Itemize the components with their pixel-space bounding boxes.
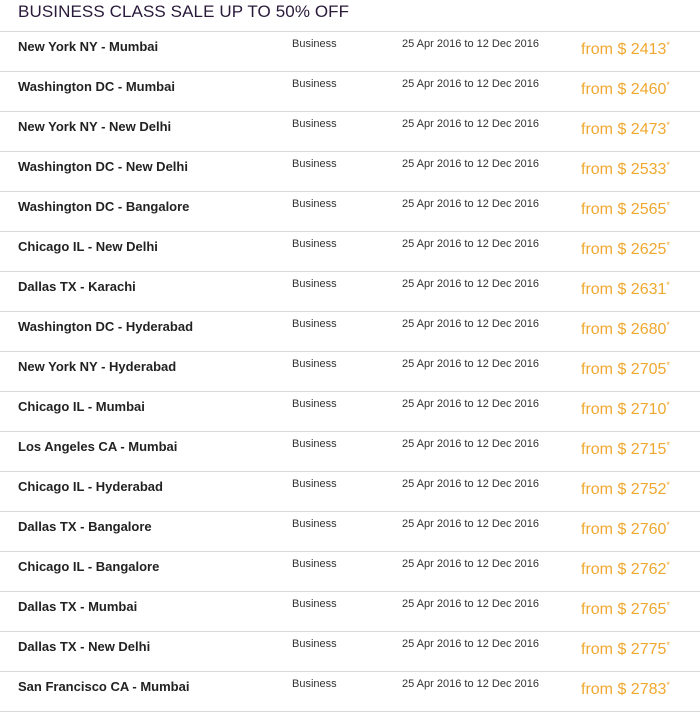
route-link[interactable]: Dallas TX - Karachi <box>18 279 136 294</box>
fare-price[interactable] <box>581 81 670 99</box>
price-footnote-mark: * <box>666 80 670 90</box>
fare-row[interactable] <box>0 112 700 152</box>
route-link[interactable]: Los Angeles CA - Mumbai <box>18 439 178 454</box>
cabin-class: Business <box>292 198 337 210</box>
fare-price-text: from $ 2625 <box>581 241 667 258</box>
fare-row[interactable] <box>0 592 700 632</box>
price-footnote-mark: * <box>666 320 670 330</box>
fare-row[interactable] <box>0 192 700 232</box>
route-link[interactable]: Washington DC - Bangalore <box>18 199 190 214</box>
fare-list <box>0 31 700 712</box>
cabin-class: Business <box>292 238 337 250</box>
fare-price-text: from $ 2460 <box>581 81 667 98</box>
price-footnote-mark: * <box>666 400 670 410</box>
travel-dates: 25 Apr 2016 to 12 Dec 2016 <box>402 598 539 610</box>
travel-dates: 25 Apr 2016 to 12 Dec 2016 <box>402 358 539 370</box>
fare-row[interactable] <box>0 512 700 552</box>
fare-price-text: from $ 2705 <box>581 361 667 378</box>
fare-row[interactable] <box>0 152 700 192</box>
fare-price-text: from $ 2760 <box>581 521 667 538</box>
fare-row[interactable] <box>0 72 700 112</box>
travel-dates: 25 Apr 2016 to 12 Dec 2016 <box>402 278 539 290</box>
travel-dates: 25 Apr 2016 to 12 Dec 2016 <box>402 558 539 570</box>
route-link[interactable]: Chicago IL - Hyderabad <box>18 479 163 494</box>
travel-dates: 25 Apr 2016 to 12 Dec 2016 <box>402 318 539 330</box>
cabin-class: Business <box>292 438 337 450</box>
fare-price[interactable] <box>581 681 670 699</box>
route-link[interactable]: Dallas TX - New Delhi <box>18 639 151 654</box>
fare-row[interactable] <box>0 552 700 592</box>
travel-dates: 25 Apr 2016 to 12 Dec 2016 <box>402 78 539 90</box>
route-link[interactable]: New York NY - Mumbai <box>18 39 159 54</box>
fare-price[interactable] <box>581 521 670 539</box>
fare-row[interactable] <box>0 32 700 72</box>
route-link[interactable]: New York NY - Hyderabad <box>18 359 177 374</box>
page-title: BUSINESS CLASS SALE UP TO 50% OFF <box>18 2 350 21</box>
fare-price-text: from $ 2765 <box>581 601 667 618</box>
travel-dates: 25 Apr 2016 to 12 Dec 2016 <box>402 158 539 170</box>
price-footnote-mark: * <box>666 600 670 610</box>
price-footnote-mark: * <box>666 640 670 650</box>
price-footnote-mark: * <box>666 440 670 450</box>
route-link[interactable]: Dallas TX - Bangalore <box>18 519 152 534</box>
cabin-class: Business <box>292 478 337 490</box>
fare-price[interactable] <box>581 401 670 419</box>
fare-row[interactable] <box>0 432 700 472</box>
fare-price-text: from $ 2565 <box>581 201 667 218</box>
fare-price[interactable] <box>581 361 670 379</box>
fare-price[interactable] <box>581 481 670 499</box>
route-link[interactable]: Chicago IL - Mumbai <box>18 399 145 414</box>
fare-row[interactable] <box>0 632 700 672</box>
fare-price[interactable] <box>581 441 670 459</box>
fare-row[interactable] <box>0 352 700 392</box>
route-link[interactable]: Chicago IL - Bangalore <box>18 559 160 574</box>
fare-row[interactable] <box>0 232 700 272</box>
cabin-class: Business <box>292 518 337 530</box>
fare-price-text: from $ 2533 <box>581 161 667 178</box>
price-footnote-mark: * <box>666 520 670 530</box>
travel-dates: 25 Apr 2016 to 12 Dec 2016 <box>402 198 539 210</box>
cabin-class: Business <box>292 78 337 90</box>
price-footnote-mark: * <box>666 40 670 50</box>
fare-price-text: from $ 2762 <box>581 561 667 578</box>
price-footnote-mark: * <box>666 360 670 370</box>
travel-dates: 25 Apr 2016 to 12 Dec 2016 <box>402 678 539 690</box>
cabin-class: Business <box>292 558 337 570</box>
fare-price-text: from $ 2680 <box>581 321 667 338</box>
route-link[interactable]: San Francisco CA - Mumbai <box>18 679 190 694</box>
cabin-class: Business <box>292 398 337 410</box>
fare-price[interactable] <box>581 281 670 299</box>
travel-dates: 25 Apr 2016 to 12 Dec 2016 <box>402 118 539 130</box>
fare-row[interactable] <box>0 672 700 712</box>
route-link[interactable]: Washington DC - New Delhi <box>18 159 188 174</box>
fare-price-text: from $ 2631 <box>581 281 667 298</box>
fare-price-text: from $ 2752 <box>581 481 667 498</box>
travel-dates: 25 Apr 2016 to 12 Dec 2016 <box>402 398 539 410</box>
price-footnote-mark: * <box>666 280 670 290</box>
travel-dates: 25 Apr 2016 to 12 Dec 2016 <box>402 38 539 50</box>
price-footnote-mark: * <box>666 680 670 690</box>
cabin-class: Business <box>292 358 337 370</box>
cabin-class: Business <box>292 318 337 330</box>
fare-price[interactable] <box>581 641 670 659</box>
route-link[interactable]: Dallas TX - Mumbai <box>18 599 138 614</box>
cabin-class: Business <box>292 118 337 130</box>
fare-price[interactable] <box>581 201 670 219</box>
cabin-class: Business <box>292 598 337 610</box>
travel-dates: 25 Apr 2016 to 12 Dec 2016 <box>402 478 539 490</box>
fare-price-text: from $ 2473 <box>581 121 667 138</box>
cabin-class: Business <box>292 278 337 290</box>
cabin-class: Business <box>292 678 337 690</box>
fare-price-text: from $ 2710 <box>581 401 667 418</box>
fare-price[interactable] <box>581 41 670 59</box>
cabin-class: Business <box>292 38 337 50</box>
fare-price-text: from $ 2715 <box>581 441 667 458</box>
fare-row[interactable] <box>0 392 700 432</box>
travel-dates: 25 Apr 2016 to 12 Dec 2016 <box>402 238 539 250</box>
price-footnote-mark: * <box>666 240 670 250</box>
cabin-class: Business <box>292 158 337 170</box>
price-footnote-mark: * <box>666 560 670 570</box>
fare-price[interactable] <box>581 321 670 339</box>
route-link[interactable]: Washington DC - Hyderabad <box>18 319 194 334</box>
fare-price-text: from $ 2775 <box>581 641 667 658</box>
route-link[interactable]: New York NY - New Delhi <box>18 119 172 134</box>
fare-price[interactable] <box>581 121 670 139</box>
fare-price[interactable] <box>581 601 670 619</box>
fare-row[interactable] <box>0 472 700 512</box>
fare-price[interactable] <box>581 241 670 259</box>
price-footnote-mark: * <box>666 480 670 490</box>
fare-price[interactable] <box>581 161 670 179</box>
price-footnote-mark: * <box>666 120 670 130</box>
fare-row[interactable] <box>0 272 700 312</box>
price-footnote-mark: * <box>666 160 670 170</box>
route-link[interactable]: Washington DC - Mumbai <box>18 79 175 94</box>
fare-price-text: from $ 2783 <box>581 681 667 698</box>
route-link[interactable]: Chicago IL - New Delhi <box>18 239 158 254</box>
travel-dates: 25 Apr 2016 to 12 Dec 2016 <box>402 438 539 450</box>
cabin-class: Business <box>292 638 337 650</box>
price-footnote-mark: * <box>666 200 670 210</box>
fare-price-text: from $ 2413 <box>581 41 667 58</box>
fare-price[interactable] <box>581 561 670 579</box>
travel-dates: 25 Apr 2016 to 12 Dec 2016 <box>402 638 539 650</box>
travel-dates: 25 Apr 2016 to 12 Dec 2016 <box>402 518 539 530</box>
fare-row[interactable] <box>0 312 700 352</box>
